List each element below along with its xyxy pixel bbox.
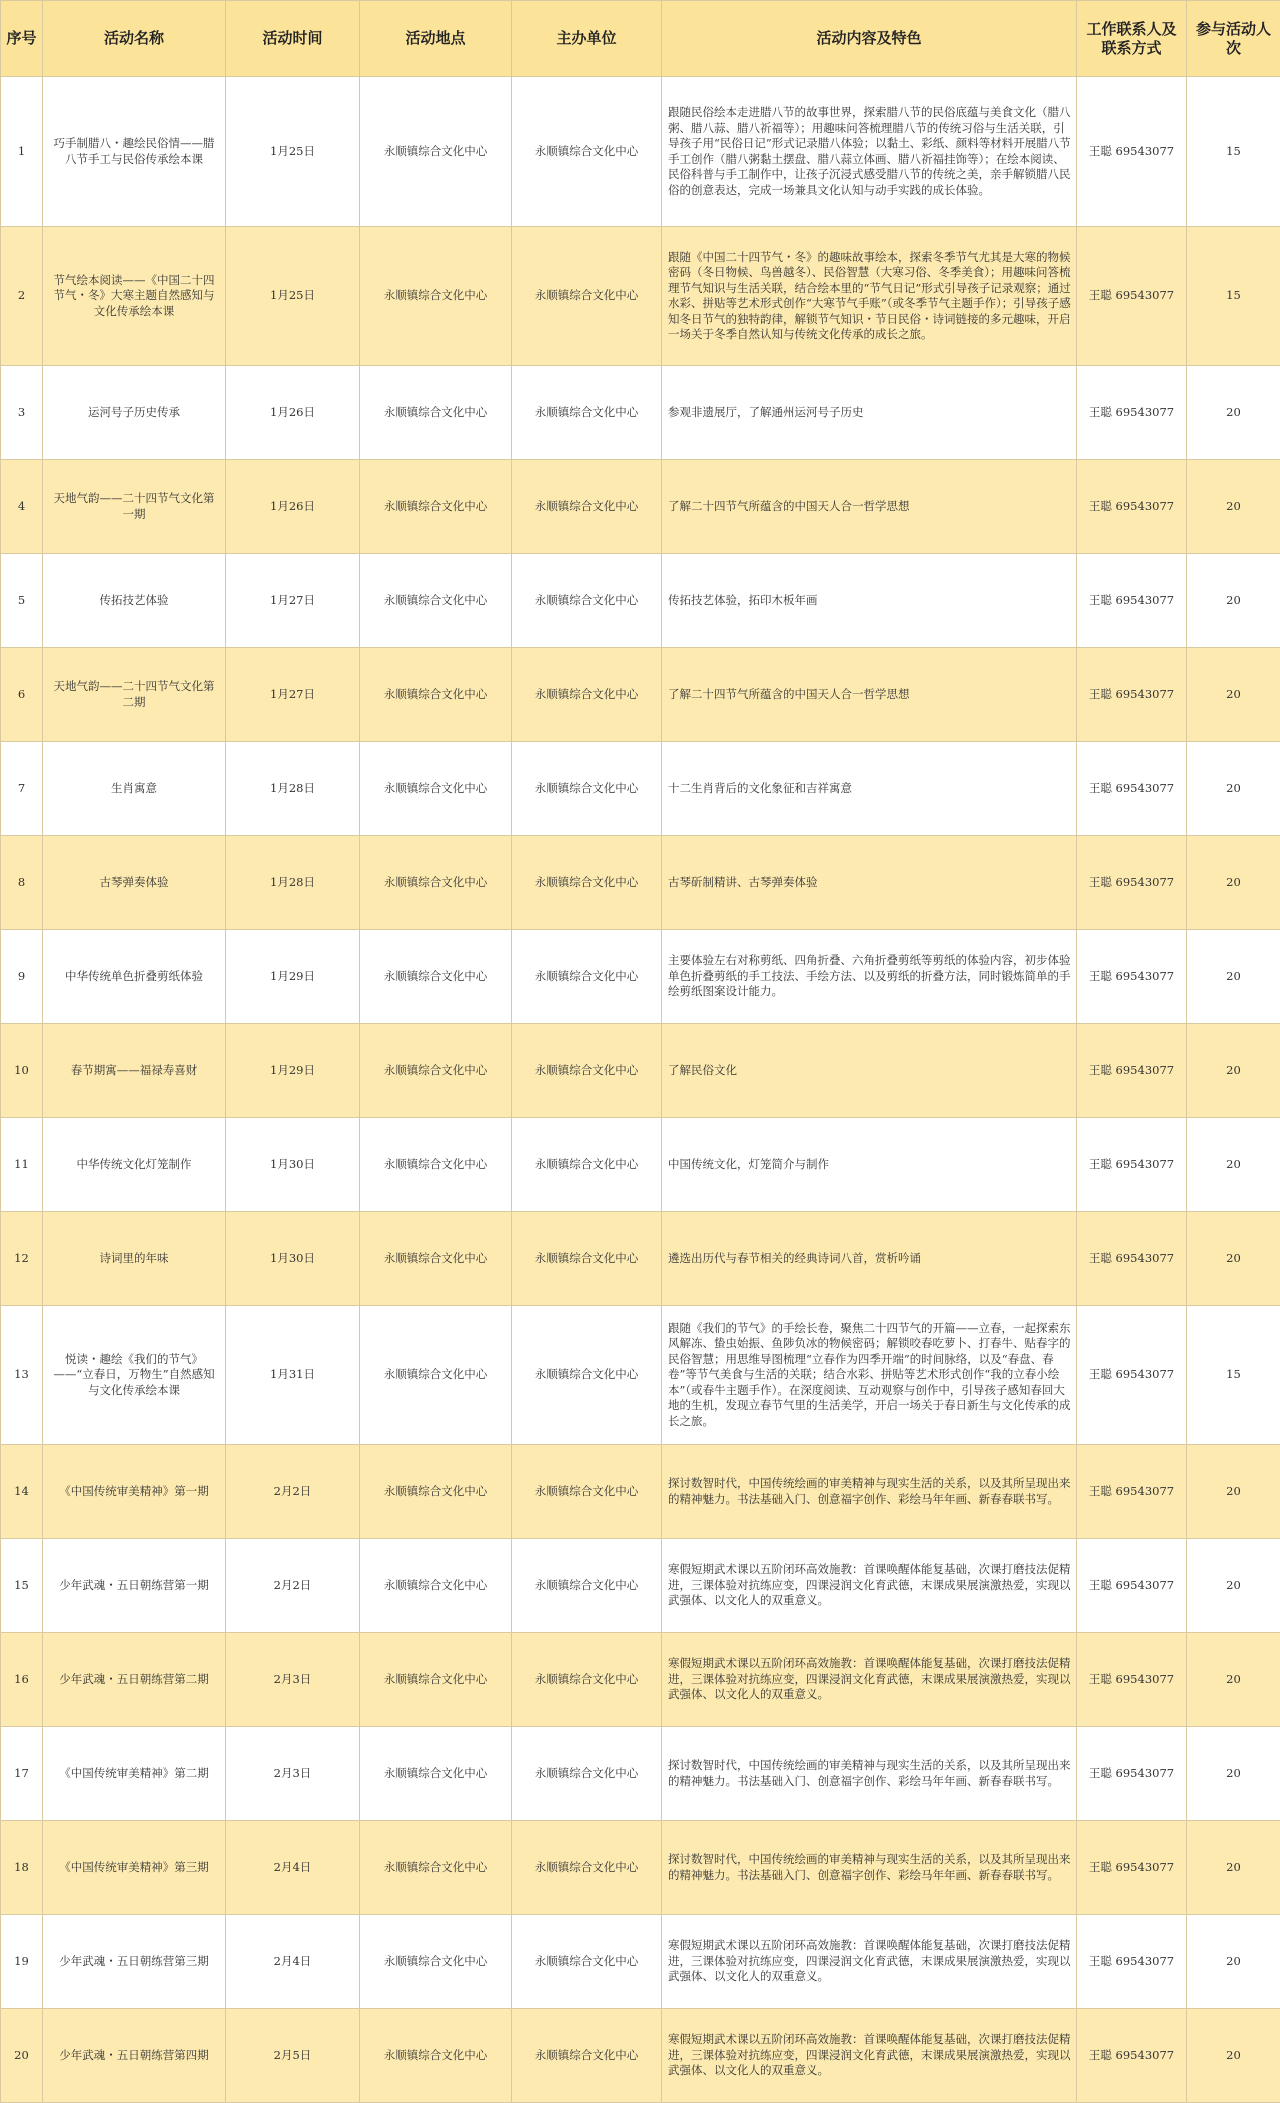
- cell-location: 永顺镇综合文化中心: [360, 77, 512, 227]
- cell-organizer: 永顺镇综合文化中心: [512, 1821, 662, 1915]
- cell-time: 1月29日: [226, 1024, 360, 1118]
- cell-seq: 6: [1, 648, 43, 742]
- cell-contact: 王聪 69543077: [1077, 742, 1187, 836]
- cell-name: 生肖寓意: [43, 742, 226, 836]
- cell-organizer: 永顺镇综合文化中心: [512, 1445, 662, 1539]
- table-row: [1, 227, 1280, 366]
- cell-name: 巧手制腊八・趣绘民俗情——腊八节手工与民俗传承绘本课: [43, 77, 226, 227]
- cell-organizer: 永顺镇综合文化中心: [512, 1306, 662, 1445]
- header-content: 活动内容及特色: [662, 1, 1077, 77]
- cell-name: 中华传统单色折叠剪纸体验: [43, 930, 226, 1024]
- cell-seq: 4: [1, 460, 43, 554]
- cell-location: 永顺镇综合文化中心: [360, 1118, 512, 1212]
- cell-location: 永顺镇综合文化中心: [360, 366, 512, 460]
- cell-location: 永顺镇综合文化中心: [360, 1212, 512, 1306]
- cell-location: 永顺镇综合文化中心: [360, 1024, 512, 1118]
- cell-seq: 1: [1, 77, 43, 227]
- cell-time: 1月30日: [226, 1118, 360, 1212]
- cell-content: 探讨数智时代，中国传统绘画的审美精神与现实生活的关系，以及其所呈现出来的精神魅力。书法基础入门、创意福字创作、彩绘马年年画、新春春联书写。: [662, 1445, 1077, 1539]
- cell-count: 20: [1187, 1539, 1280, 1633]
- header-contact: 工作联系人及联系方式: [1077, 1, 1187, 77]
- cell-seq: 2: [1, 227, 43, 366]
- cell-location: 永顺镇综合文化中心: [360, 1306, 512, 1445]
- cell-contact: 王聪 69543077: [1077, 1539, 1187, 1633]
- cell-location: 永顺镇综合文化中心: [360, 1727, 512, 1821]
- cell-name: 天地气韵——二十四节气文化第二期: [43, 648, 226, 742]
- cell-content: 寒假短期武术课以五阶闭环高效施教：首课唤醒体能复基础，次课打磨技法促精进，三课体验对抗练应变，四课浸润文化育武德，末课成果展演激热爱，实现以武强体、以文化人的双重意义。: [662, 1915, 1077, 2009]
- cell-name: 悦读・趣绘《我们的节气》——“立春日，万物生”自然感知与文化传承绘本课: [43, 1306, 226, 1445]
- header-time: 活动时间: [226, 1, 360, 77]
- cell-contact: 王聪 69543077: [1077, 648, 1187, 742]
- cell-organizer: 永顺镇综合文化中心: [512, 554, 662, 648]
- cell-time: 2月3日: [226, 1727, 360, 1821]
- cell-count: 15: [1187, 77, 1280, 227]
- cell-organizer: 永顺镇综合文化中心: [512, 1118, 662, 1212]
- cell-content: 跟随《我们的节气》的手绘长卷，聚焦二十四节气的开篇——立春，一起探索东风解冻、蛰虫始振、鱼陟负冰的物候密码；解锁咬春吃萝卜、打春牛、贴春字的民俗智慧；用思维导图梳理“立春作为四季开端”的时间脉络，以及“春盘、春卷”等节气美食与生活的关联；结合水彩、拼贴等艺术形式创作“我的立春小绘本”（或春牛主题手作）。在深度阅读、互动观察与创作中，引导孩子感知春回大地的生机，发现立春节气里的生活美学，开启一场关于春日新生与文化传承的成长之旅。: [662, 1306, 1077, 1445]
- cell-count: 20: [1187, 366, 1280, 460]
- cell-count: 20: [1187, 1633, 1280, 1727]
- cell-seq: 17: [1, 1727, 43, 1821]
- cell-contact: 王聪 69543077: [1077, 460, 1187, 554]
- cell-count: 15: [1187, 1306, 1280, 1445]
- cell-contact: 王聪 69543077: [1077, 1445, 1187, 1539]
- cell-content: 寒假短期武术课以五阶闭环高效施教：首课唤醒体能复基础，次课打磨技法促精进，三课体验对抗练应变，四课浸润文化育武德，末课成果展演激热爱，实现以武强体、以文化人的双重意义。: [662, 1539, 1077, 1633]
- cell-seq: 11: [1, 1118, 43, 1212]
- cell-contact: 王聪 69543077: [1077, 1212, 1187, 1306]
- cell-name: 古琴弹奏体验: [43, 836, 226, 930]
- cell-time: 1月31日: [226, 1306, 360, 1445]
- header-name: 活动名称: [43, 1, 226, 77]
- cell-content: 跟随《中国二十四节气・冬》的趣味故事绘本，探索冬季节气尤其是大寒的物候密码（冬日物候、鸟兽越冬）、民俗智慧（大寒习俗、冬季美食）；用趣味问答梳理节气知识与生活关联，结合绘本里的“节气日记”形式引导孩子记录观察；通过水彩、拼贴等艺术形式创作“大寒节气手账”（或冬季节气主题手作）；引导孩子感知冬日节气的独特韵律，解锁节气知识・节日民俗・诗词链接的多元趣味，开启一场关于冬季自然认知与传统文化传承的成长之旅。: [662, 227, 1077, 366]
- header-location: 活动地点: [360, 1, 512, 77]
- table-row: [1, 1915, 1280, 2009]
- cell-seq: 10: [1, 1024, 43, 1118]
- cell-time: 2月4日: [226, 1821, 360, 1915]
- cell-organizer: 永顺镇综合文化中心: [512, 836, 662, 930]
- cell-count: 15: [1187, 227, 1280, 366]
- cell-time: 1月28日: [226, 836, 360, 930]
- cell-contact: 王聪 69543077: [1077, 1633, 1187, 1727]
- cell-organizer: 永顺镇综合文化中心: [512, 1024, 662, 1118]
- cell-content: 探讨数智时代，中国传统绘画的审美精神与现实生活的关系，以及其所呈现出来的精神魅力。书法基础入门、创意福字创作、彩绘马年年画、新春春联书写。: [662, 1821, 1077, 1915]
- cell-name: 春节期寓——福禄寿喜财: [43, 1024, 226, 1118]
- table-row: [1, 836, 1280, 930]
- table-row: [1, 1821, 1280, 1915]
- cell-seq: 13: [1, 1306, 43, 1445]
- cell-location: 永顺镇综合文化中心: [360, 227, 512, 366]
- cell-seq: 16: [1, 1633, 43, 1727]
- cell-contact: 王聪 69543077: [1077, 836, 1187, 930]
- cell-time: 1月28日: [226, 742, 360, 836]
- cell-organizer: 永顺镇综合文化中心: [512, 77, 662, 227]
- cell-organizer: 永顺镇综合文化中心: [512, 1633, 662, 1727]
- cell-time: 1月29日: [226, 930, 360, 1024]
- cell-time: 2月5日: [226, 2009, 360, 2103]
- table-row: [1, 1118, 1280, 1212]
- table-row: [1, 366, 1280, 460]
- cell-count: 20: [1187, 742, 1280, 836]
- cell-contact: 王聪 69543077: [1077, 554, 1187, 648]
- cell-count: 20: [1187, 2009, 1280, 2103]
- header-seq: 序号: [1, 1, 43, 77]
- cell-content: 了解民俗文化: [662, 1024, 1077, 1118]
- cell-count: 20: [1187, 1212, 1280, 1306]
- cell-contact: 王聪 69543077: [1077, 1821, 1187, 1915]
- table-row: [1, 1727, 1280, 1821]
- table-row: [1, 1212, 1280, 1306]
- cell-name: 《中国传统审美精神》第二期: [43, 1727, 226, 1821]
- cell-contact: 王聪 69543077: [1077, 1118, 1187, 1212]
- cell-count: 20: [1187, 1821, 1280, 1915]
- cell-seq: 7: [1, 742, 43, 836]
- table-row: [1, 742, 1280, 836]
- cell-location: 永顺镇综合文化中心: [360, 648, 512, 742]
- cell-seq: 9: [1, 930, 43, 1024]
- cell-seq: 15: [1, 1539, 43, 1633]
- table-row: [1, 460, 1280, 554]
- cell-contact: 王聪 69543077: [1077, 366, 1187, 460]
- cell-count: 20: [1187, 930, 1280, 1024]
- header-organizer: 主办单位: [512, 1, 662, 77]
- cell-count: 20: [1187, 836, 1280, 930]
- cell-contact: 王聪 69543077: [1077, 227, 1187, 366]
- cell-organizer: 永顺镇综合文化中心: [512, 1915, 662, 2009]
- cell-time: 1月26日: [226, 460, 360, 554]
- cell-organizer: 永顺镇综合文化中心: [512, 366, 662, 460]
- cell-organizer: 永顺镇综合文化中心: [512, 1727, 662, 1821]
- cell-organizer: 永顺镇综合文化中心: [512, 648, 662, 742]
- header-count: 参与活动人次: [1187, 1, 1280, 77]
- cell-name: 少年武魂・五日朝练营第一期: [43, 1539, 226, 1633]
- cell-content: 十二生肖背后的文化象征和吉祥寓意: [662, 742, 1077, 836]
- cell-organizer: 永顺镇综合文化中心: [512, 227, 662, 366]
- cell-name: 少年武魂・五日朝练营第三期: [43, 1915, 226, 2009]
- table-row: [1, 930, 1280, 1024]
- cell-name: 中华传统文化灯笼制作: [43, 1118, 226, 1212]
- cell-contact: 王聪 69543077: [1077, 1306, 1187, 1445]
- cell-name: 少年武魂・五日朝练营第二期: [43, 1633, 226, 1727]
- table-row: [1, 2009, 1280, 2103]
- cell-contact: 王聪 69543077: [1077, 77, 1187, 227]
- cell-count: 20: [1187, 1118, 1280, 1212]
- cell-organizer: 永顺镇综合文化中心: [512, 1212, 662, 1306]
- cell-contact: 王聪 69543077: [1077, 930, 1187, 1024]
- cell-seq: 3: [1, 366, 43, 460]
- cell-location: 永顺镇综合文化中心: [360, 1633, 512, 1727]
- cell-count: 20: [1187, 1024, 1280, 1118]
- cell-count: 20: [1187, 1445, 1280, 1539]
- cell-name: 运河号子历史传承: [43, 366, 226, 460]
- cell-time: 2月2日: [226, 1539, 360, 1633]
- cell-seq: 18: [1, 1821, 43, 1915]
- cell-time: 2月4日: [226, 1915, 360, 2009]
- cell-time: 1月26日: [226, 366, 360, 460]
- cell-name: 节气绘本阅读——《中国二十四节气・冬》大寒主题自然感知与文化传承绘本课: [43, 227, 226, 366]
- cell-location: 永顺镇综合文化中心: [360, 460, 512, 554]
- cell-time: 1月27日: [226, 648, 360, 742]
- table-row: [1, 1306, 1280, 1445]
- cell-content: 了解二十四节气所蕴含的中国天人合一哲学思想: [662, 460, 1077, 554]
- cell-time: 2月2日: [226, 1445, 360, 1539]
- cell-count: 20: [1187, 1915, 1280, 2009]
- cell-seq: 19: [1, 1915, 43, 2009]
- cell-location: 永顺镇综合文化中心: [360, 1445, 512, 1539]
- cell-name: 少年武魂・五日朝练营第四期: [43, 2009, 226, 2103]
- cell-time: 1月30日: [226, 1212, 360, 1306]
- cell-seq: 8: [1, 836, 43, 930]
- cell-location: 永顺镇综合文化中心: [360, 1539, 512, 1633]
- cell-content: 参观非遗展厅，了解通州运河号子历史: [662, 366, 1077, 460]
- cell-contact: 王聪 69543077: [1077, 1915, 1187, 2009]
- cell-seq: 5: [1, 554, 43, 648]
- cell-content: 主要体验左右对称剪纸、四角折叠、六角折叠剪纸等剪纸的体验内容，初步体验单色折叠剪纸的手工技法、手绘方法、以及剪纸的折叠方法，同时锻炼简单的手绘剪纸图案设计能力。: [662, 930, 1077, 1024]
- cell-content: 寒假短期武术课以五阶闭环高效施教：首课唤醒体能复基础，次课打磨技法促精进，三课体验对抗练应变，四课浸润文化育武德，末课成果展演激热爱，实现以武强体、以文化人的双重意义。: [662, 2009, 1077, 2103]
- cell-time: 1月27日: [226, 554, 360, 648]
- table-row: [1, 648, 1280, 742]
- cell-seq: 20: [1, 2009, 43, 2103]
- table-header-row: [1, 1, 1280, 77]
- table-row: [1, 77, 1280, 227]
- cell-name: 《中国传统审美精神》第三期: [43, 1821, 226, 1915]
- cell-content: 遴选出历代与春节相关的经典诗词八首，赏析吟诵: [662, 1212, 1077, 1306]
- cell-organizer: 永顺镇综合文化中心: [512, 2009, 662, 2103]
- cell-location: 永顺镇综合文化中心: [360, 1915, 512, 2009]
- cell-time: 1月25日: [226, 227, 360, 366]
- cell-contact: 王聪 69543077: [1077, 2009, 1187, 2103]
- cell-location: 永顺镇综合文化中心: [360, 554, 512, 648]
- cell-location: 永顺镇综合文化中心: [360, 742, 512, 836]
- cell-count: 20: [1187, 460, 1280, 554]
- table-row: [1, 1633, 1280, 1727]
- cell-count: 20: [1187, 1727, 1280, 1821]
- cell-location: 永顺镇综合文化中心: [360, 836, 512, 930]
- cell-organizer: 永顺镇综合文化中心: [512, 1539, 662, 1633]
- cell-organizer: 永顺镇综合文化中心: [512, 930, 662, 1024]
- cell-content: 寒假短期武术课以五阶闭环高效施教：首课唤醒体能复基础，次课打磨技法促精进，三课体验对抗练应变，四课浸润文化育武德，末课成果展演激热爱，实现以武强体、以文化人的双重意义。: [662, 1633, 1077, 1727]
- cell-content: 传拓技艺体验，拓印木板年画: [662, 554, 1077, 648]
- table-row: [1, 1445, 1280, 1539]
- cell-seq: 12: [1, 1212, 43, 1306]
- cell-location: 永顺镇综合文化中心: [360, 930, 512, 1024]
- cell-location: 永顺镇综合文化中心: [360, 1821, 512, 1915]
- cell-count: 20: [1187, 648, 1280, 742]
- cell-content: 了解二十四节气所蕴含的中国天人合一哲学思想: [662, 648, 1077, 742]
- cell-location: 永顺镇综合文化中心: [360, 2009, 512, 2103]
- cell-time: 1月25日: [226, 77, 360, 227]
- table-row: [1, 554, 1280, 648]
- cell-count: 20: [1187, 554, 1280, 648]
- cell-time: 2月3日: [226, 1633, 360, 1727]
- cell-name: 传拓技艺体验: [43, 554, 226, 648]
- cell-seq: 14: [1, 1445, 43, 1539]
- cell-name: 诗词里的年味: [43, 1212, 226, 1306]
- cell-organizer: 永顺镇综合文化中心: [512, 460, 662, 554]
- cell-organizer: 永顺镇综合文化中心: [512, 742, 662, 836]
- cell-name: 天地气韵——二十四节气文化第一期: [43, 460, 226, 554]
- cell-name: 《中国传统审美精神》第一期: [43, 1445, 226, 1539]
- table-row: [1, 1539, 1280, 1633]
- cell-contact: 王聪 69543077: [1077, 1727, 1187, 1821]
- cell-content: 中国传统文化，灯笼简介与制作: [662, 1118, 1077, 1212]
- cell-contact: 王聪 69543077: [1077, 1024, 1187, 1118]
- cell-content: 探讨数智时代，中国传统绘画的审美精神与现实生活的关系，以及其所呈现出来的精神魅力。书法基础入门、创意福字创作、彩绘马年年画、新春春联书写。: [662, 1727, 1077, 1821]
- cell-content: 古琴斫制精讲、古琴弹奏体验: [662, 836, 1077, 930]
- table-row: [1, 1024, 1280, 1118]
- cell-content: 跟随民俗绘本走进腊八节的故事世界，探索腊八节的民俗底蕴与美食文化（腊八粥、腊八蒜、腊八祈福等）；用趣味问答梳理腊八节的传统习俗与生活关联，引导孩子用“民俗日记”形式记录腊八体验；以黏土、彩纸、颜料等材料开展腊八节手工创作（腊八粥黏土摆盘、腊八蒜立体画、腊八祈福挂饰等）；在绘本阅读、民俗科普与手工制作中，让孩子沉浸式感受腊八节的传统之美，亲手解锁腊八民俗的创意表达，完成一场兼具文化认知与动手实践的成长体验。: [662, 77, 1077, 227]
